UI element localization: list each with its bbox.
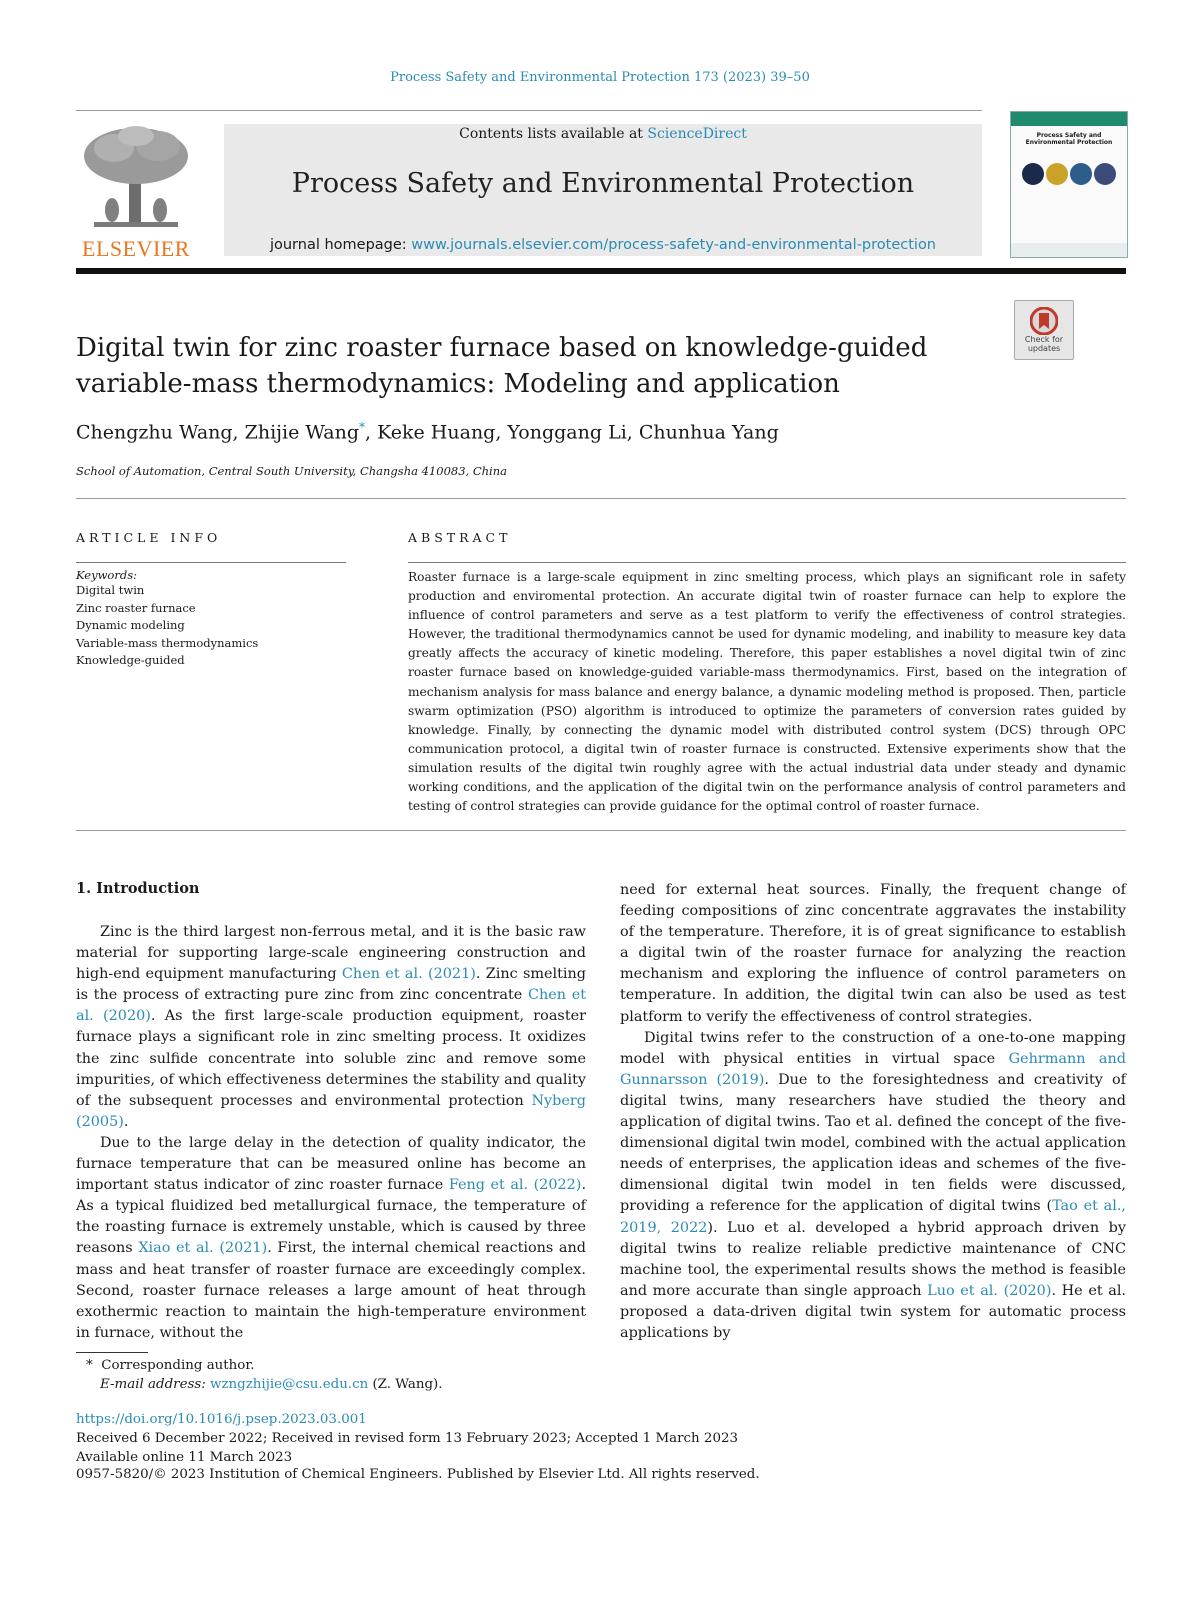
intro-paragraph-3 xyxy=(620,1028,1126,1344)
authors-rest: , Keke Huang, Yonggang Li, Chunhua Yang xyxy=(365,421,779,444)
keywords-block xyxy=(76,568,258,670)
citation-link[interactable]: Luo et al. (2020) xyxy=(927,1282,1052,1299)
citation-link[interactable]: Tao et al., 2019, 2022 xyxy=(620,1198,1126,1236)
keyword-item: Knowledge-guided xyxy=(76,653,185,667)
affiliation: School of Automation, Central South University, Changsha 410083, China xyxy=(76,464,507,478)
header-top-rule xyxy=(76,110,982,111)
abstract-bottom-rule xyxy=(76,830,1126,831)
text-run: . As the first large-scale production equipment, roaster furnace plays a significant role in zinc smelting process. It oxidizes the zinc sulfide concentrate into soluble zinc and remove some impurities, of which effectiveness determines the stability and quality of the subsequent processes and environmental protection xyxy=(76,1008,586,1109)
text-run: . Zinc smelting is the process of extracting pure zinc from zinc concentrate xyxy=(76,966,586,1004)
citation-link[interactable]: Nyberg (2005) xyxy=(76,1092,586,1130)
doi-link[interactable]: https://doi.org/10.1016/j.psep.2023.03.001 xyxy=(76,1412,367,1427)
check-for-updates-button[interactable] xyxy=(1014,300,1074,360)
header-bottom-rule xyxy=(76,268,1126,274)
intro-paragraph-2-continued: need for external heat sources. Finally, the frequent change of feeding compositions of zinc concentrate aggravates the instability of the temperature. Therefore, it is of great significance to establish a digital twin of the roaster furnace for analyzing the reaction mechanism and exploring the influence of control parameters on temperature. In addition, the digital twin can also be used as test platform to verify the effectiveness of control strategies. xyxy=(620,882,1126,1025)
email-note xyxy=(100,1377,443,1392)
elsevier-wordmark: ELSEVIER xyxy=(82,236,190,261)
keyword-item: Digital twin xyxy=(76,583,145,597)
right-column xyxy=(620,880,1126,1344)
text-run: . xyxy=(123,1113,129,1130)
paper-title-line-2: variable-mass thermodynamics: Modeling and application xyxy=(76,369,840,399)
journal-citation-link[interactable]: Process Safety and Environmental Protection 173 (2023) 39–50 xyxy=(390,70,810,85)
article-info-heading: ARTICLE INFO xyxy=(76,530,222,545)
text-run: ). Luo et al. developed a hybrid approach driven by digital twins to realize reliable predictive maintenance of CNC machine tool, the experimental results shows the method is feasible and more accurate than single approach xyxy=(620,1219,1126,1299)
cover-images-icon xyxy=(1019,160,1119,188)
copyright-notice: 0957-5820/© 2023 Institution of Chemical Engineers. Published by Elsevier Ltd. All rights reserved. xyxy=(76,1467,760,1482)
left-column xyxy=(76,922,586,1344)
article-info-rule xyxy=(76,562,346,563)
introduction-heading: 1. Introduction xyxy=(76,880,200,897)
check-for-updates-label: Check for updates xyxy=(1024,335,1064,353)
text-run: Zinc is the third largest non-ferrous metal, and it is the basic raw material for supporting large-scale engineering construction and high-end equipment manufacturing xyxy=(76,924,586,983)
text-run: Due to the large delay in the detection of quality indicator, the furnace temperature that can be measured online has become an important status indicator of zinc roaster furnace xyxy=(76,1134,586,1194)
text-run: . First, the internal chemical reactions and mass and heat transfer of roaster furnace are exceedingly complex. Second, roaster furnace releases a large amount of heat through exothermic reaction to maintain the high-temperature environment in furnace, without the xyxy=(76,1240,586,1341)
text-run: . As a typical fluidized bed metallurgical furnace, the temperature of the roasting furnace is extremely unstable, which is caused by three reasons xyxy=(76,1177,587,1257)
abstract-heading: ABSTRACT xyxy=(408,530,512,545)
keyword-item: Dynamic modeling xyxy=(76,618,185,632)
email-label: E-mail address: xyxy=(100,1377,211,1392)
citation-link[interactable]: Chen et al. (2020) xyxy=(76,987,587,1025)
received-dates: Received 6 December 2022; Received in revised form 13 February 2023; Accepted 1 March 2023 xyxy=(76,1431,739,1446)
keywords-label: Keywords: xyxy=(76,568,137,582)
bookmark-icon xyxy=(1030,307,1058,335)
email-link[interactable]: wzngzhijie@csu.edu.cn xyxy=(210,1377,369,1392)
abstract-text: Roaster furnace is a large-scale equipment in zinc smelting process, which plays an significant role in safety production and enviromental protection. An accurate digital twin of roaster furnace can help to explore the influence of control parameters and serve as a test platform to verify the effectiveness of control strategies. However, the traditional thermodynamics cannot be used for dynamic modeling, and inability to measure key data greatly affects the accuracy of kinetic modeling. Therefore, this paper establishes a novel digital twin of zinc roaster furnace based on knowledge-guided variable-mass thermodynamics. First, based on the integration of mechanism analysis for mass balance and energy balance, a dynamic modeling method is proposed. Then, particle swarm optimization (PSO) algorithm is introduced to optimize the parameters of conversion rates guided by knowledge. Finally, by connecting the dynamic model with distributed control system (DCS) through OPC communication protocol, a digital twin of roaster furnace is constructed. Extensive experiments show that the simulation results of the digital twin roughly agree with the actual industrial data under steady and dynamic working conditions, and the application of the digital twin on the performance analysis of control parameters and testing of control strategies can provide guidance for the optimal control of roaster furnace. xyxy=(408,570,1126,814)
intro-paragraph-2 xyxy=(76,1133,586,1344)
journal-homepage xyxy=(224,237,982,253)
email-suffix: (Z. Wang). xyxy=(368,1377,443,1392)
affiliation-rule xyxy=(76,498,1126,499)
contents-prefix: Contents lists available at xyxy=(459,126,648,142)
paper-title-line-1: Digital twin for zinc roaster furnace based on knowledge-guided xyxy=(76,333,928,363)
journal-name: Process Safety and Environmental Protection xyxy=(291,168,915,199)
homepage-link[interactable]: www.journals.elsevier.com/process-safety-and-environmental-protection xyxy=(411,237,937,253)
text-run: Digital twins refer to the construction of a one-to-one mapping model with physical entities in virtual space xyxy=(620,1029,1126,1067)
citation-link[interactable]: Xiao et al. (2021) xyxy=(138,1240,268,1257)
paper-title xyxy=(76,330,976,402)
intro-paragraph-1 xyxy=(76,922,586,1133)
author-list xyxy=(76,420,779,443)
corresponding-author-note xyxy=(86,1358,255,1373)
elsevier-tree-logo xyxy=(74,122,198,232)
citation-link[interactable]: Gehrmann and Gunnarsson (2019) xyxy=(620,1050,1126,1088)
journal-cover-thumbnail xyxy=(1010,111,1128,258)
corresponding-text: Corresponding author. xyxy=(101,1358,255,1373)
text-run: . Due to the foresightedness and creativity of digital twins, many researchers have studied the theory and application of digital twins. Tao et al. defined the concept of the five-dimensional digital twin model, combined with the actual application needs of enterprises, the application ideas and schemes of the five-dimensional digital twin model in ten fields were discussed, providing a reference for the application of digital twins ( xyxy=(620,1071,1126,1215)
footnote-mark: * xyxy=(86,1358,93,1373)
text-run: . He et al. proposed a data-driven digital twin system for automatic process applications by xyxy=(620,1282,1126,1341)
cover-top-band xyxy=(1011,112,1127,126)
authors-first: Chengzhu Wang, Zhijie Wang xyxy=(76,421,359,444)
cover-title: Process Safety and Environmental Protection xyxy=(1025,132,1113,146)
keyword-item: Variable-mass thermodynamics xyxy=(76,635,259,650)
citation-link[interactable]: Feng et al. (2022) xyxy=(448,1177,582,1194)
sciencedirect-link[interactable]: ScienceDirect xyxy=(647,126,747,142)
keyword-item: Zinc roaster furnace xyxy=(76,600,196,615)
cover-footer-band xyxy=(1011,243,1127,257)
corresponding-author-mark[interactable]: * xyxy=(359,420,365,434)
homepage-prefix: journal homepage: xyxy=(269,237,412,253)
contents-available xyxy=(224,126,982,142)
abstract-rule xyxy=(408,562,1126,563)
footnote-rule xyxy=(76,1352,148,1353)
available-online: Available online 11 March 2023 xyxy=(76,1450,293,1465)
citation-link[interactable]: Chen et al. (2021) xyxy=(341,966,476,983)
